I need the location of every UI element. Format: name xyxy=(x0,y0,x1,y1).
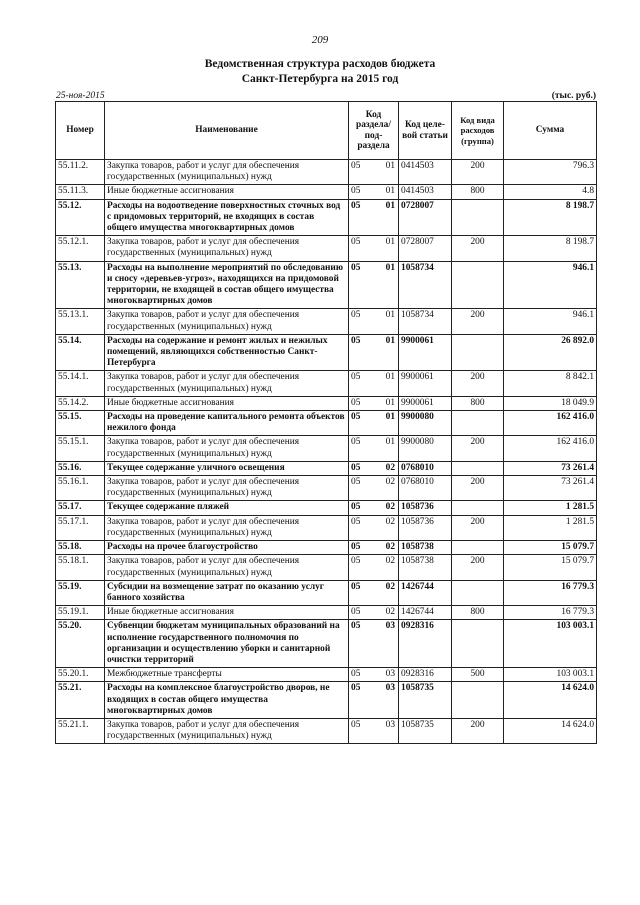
subsection-code: 01 xyxy=(385,335,395,346)
row-name: Субвенции бюджетам муниципальных образований на исполнение государственного полномочия по организации и осуществлению уборки и санитарной очистки территорий xyxy=(105,620,349,668)
row-sum: 14 624.0 xyxy=(504,718,597,743)
row-target-code: 9900061 xyxy=(399,371,452,396)
row-name: Закупка товаров, работ и услуг для обеспечения государственных (муниципальных) нужд xyxy=(105,436,349,461)
row-sum: 14 624.0 xyxy=(504,682,597,719)
subsection-code: 02 xyxy=(385,502,395,513)
row-target-code: 1058736 xyxy=(399,501,452,515)
section-code: 05 xyxy=(351,462,361,473)
row-expense-type xyxy=(452,682,504,719)
section-code: 05 xyxy=(351,516,361,527)
row-number: 55.20. xyxy=(56,620,105,668)
row-name: Закупка товаров, работ и услуг для обеспечения государственных (муниципальных) нужд xyxy=(105,309,349,334)
row-sum: 16 779.3 xyxy=(504,606,597,620)
row-target-code: 1058738 xyxy=(399,541,452,555)
row-section-code xyxy=(349,668,399,682)
table-row xyxy=(56,682,597,719)
row-sum: 73 261.4 xyxy=(504,476,597,501)
row-target-code: 0728007 xyxy=(399,236,452,261)
row-expense-type: 200 xyxy=(452,160,504,185)
row-expense-type: 200 xyxy=(452,436,504,461)
row-target-code: 0768010 xyxy=(399,461,452,475)
row-name: Текущее содержание пляжей xyxy=(105,501,349,515)
row-name: Закупка товаров, работ и услуг для обеспечения государственных (муниципальных) нужд xyxy=(105,236,349,261)
section-code: 05 xyxy=(351,607,361,618)
row-sum: 946.1 xyxy=(504,261,597,309)
subsection-code: 03 xyxy=(385,669,395,680)
page-number: 209 xyxy=(311,34,329,46)
row-target-code: 0414503 xyxy=(399,185,452,199)
subsection-code: 01 xyxy=(385,372,395,383)
row-expense-type xyxy=(452,261,504,309)
row-target-code: 0768010 xyxy=(399,476,452,501)
row-name: Расходы на проведение капитального ремонта объектов нежилого фонда xyxy=(105,411,349,436)
subsection-code: 01 xyxy=(385,262,395,273)
row-section-code xyxy=(349,371,399,396)
row-target-code: 0928316 xyxy=(399,668,452,682)
table-row xyxy=(56,606,597,620)
row-sum: 16 779.3 xyxy=(504,580,597,605)
section-code: 05 xyxy=(351,683,361,694)
subsection-code: 01 xyxy=(385,186,395,197)
row-section-code xyxy=(349,718,399,743)
row-number: 55.19. xyxy=(56,580,105,605)
row-number: 55.11.2. xyxy=(56,160,105,185)
row-section-code xyxy=(349,461,399,475)
row-section-code xyxy=(349,396,399,410)
row-number: 55.12. xyxy=(56,199,105,236)
row-name: Расходы на содержание и ремонт жилых и нежилых помещений, являющихся собственностью Санкт-Петербурга xyxy=(105,334,349,371)
section-code: 05 xyxy=(351,372,361,383)
header-expense-type: Код вида расходов (группа) xyxy=(452,102,504,160)
row-name: Текущее содержание уличного освещения xyxy=(105,461,349,475)
row-name: Расходы на комплексное благоустройство дворов, не входящих в состав общего имущества многоквартирных домов xyxy=(105,682,349,719)
subsection-code: 01 xyxy=(385,200,395,211)
section-code: 05 xyxy=(351,200,361,211)
subsection-code: 01 xyxy=(385,310,395,321)
subsection-code: 02 xyxy=(385,542,395,553)
row-name: Расходы на водоотведение поверхностных сточных вод с придомовых территорий, не входящих в состав общего имущества многоквартирных домов xyxy=(105,199,349,236)
row-section-code xyxy=(349,185,399,199)
row-section-code xyxy=(349,160,399,185)
header-number: Номер xyxy=(56,102,105,160)
row-number: 55.21. xyxy=(56,682,105,719)
row-name: Иные бюджетные ассигнования xyxy=(105,396,349,410)
row-name: Межбюджетные трансферты xyxy=(105,668,349,682)
table-row xyxy=(56,555,597,580)
row-number: 55.11.3. xyxy=(56,185,105,199)
header-sum: Сумма xyxy=(504,102,597,160)
row-target-code: 1058736 xyxy=(399,515,452,540)
row-expense-type: 200 xyxy=(452,309,504,334)
row-expense-type xyxy=(452,461,504,475)
subsection-code: 02 xyxy=(385,556,395,567)
row-name: Закупка товаров, работ и услуг для обеспечения государственных (муниципальных) нужд xyxy=(105,371,349,396)
section-code: 05 xyxy=(351,310,361,321)
table-row xyxy=(56,718,597,743)
row-name: Закупка товаров, работ и услуг для обеспечения государственных (муниципальных) нужд xyxy=(105,555,349,580)
row-number: 55.21.1. xyxy=(56,718,105,743)
row-number: 55.13. xyxy=(56,261,105,309)
section-code: 05 xyxy=(351,581,361,592)
row-name: Иные бюджетные ассигнования xyxy=(105,185,349,199)
table-row xyxy=(56,185,597,199)
subsection-code: 02 xyxy=(385,581,395,592)
row-section-code xyxy=(349,541,399,555)
row-expense-type xyxy=(452,620,504,668)
row-target-code: 9900061 xyxy=(399,334,452,371)
row-section-code xyxy=(349,682,399,719)
table-row xyxy=(56,580,597,605)
section-code: 05 xyxy=(351,412,361,423)
section-code: 05 xyxy=(351,237,361,248)
subsection-code: 02 xyxy=(385,516,395,527)
subsection-code: 02 xyxy=(385,607,395,618)
row-sum: 18 049.9 xyxy=(504,396,597,410)
row-section-code xyxy=(349,334,399,371)
row-section-code xyxy=(349,236,399,261)
row-number: 55.14.1. xyxy=(56,371,105,396)
row-number: 55.17. xyxy=(56,501,105,515)
row-number: 55.18.1. xyxy=(56,555,105,580)
row-name: Закупка товаров, работ и услуг для обеспечения государственных (муниципальных) нужд xyxy=(105,515,349,540)
section-code: 05 xyxy=(351,262,361,273)
table-row xyxy=(56,371,597,396)
row-expense-type: 200 xyxy=(452,236,504,261)
row-name: Закупка товаров, работ и услуг для обеспечения государственных (муниципальных) нужд xyxy=(105,476,349,501)
row-target-code: 9900080 xyxy=(399,436,452,461)
row-target-code: 1058735 xyxy=(399,682,452,719)
row-sum: 103 003.1 xyxy=(504,620,597,668)
row-number: 55.14.2. xyxy=(56,396,105,410)
row-section-code xyxy=(349,606,399,620)
subsection-code: 03 xyxy=(385,719,395,730)
table-row xyxy=(56,436,597,461)
subsection-code: 02 xyxy=(385,462,395,473)
row-target-code: 1058738 xyxy=(399,555,452,580)
row-target-code: 1058735 xyxy=(399,718,452,743)
row-expense-type: 200 xyxy=(452,371,504,396)
table-row xyxy=(56,261,597,309)
row-number: 55.12.1. xyxy=(56,236,105,261)
subsection-code: 01 xyxy=(385,237,395,248)
row-sum: 1 281.5 xyxy=(504,515,597,540)
row-expense-type xyxy=(452,199,504,236)
row-target-code: 0728007 xyxy=(399,199,452,236)
row-number: 55.13.1. xyxy=(56,309,105,334)
row-expense-type: 200 xyxy=(452,718,504,743)
row-expense-type xyxy=(452,411,504,436)
section-code: 05 xyxy=(351,477,361,488)
row-section-code xyxy=(349,436,399,461)
row-sum: 15 079.7 xyxy=(504,555,597,580)
row-section-code xyxy=(349,199,399,236)
subsection-code: 03 xyxy=(385,621,395,632)
row-expense-type: 800 xyxy=(452,396,504,410)
row-name: Закупка товаров, работ и услуг для обеспечения государственных (муниципальных) нужд xyxy=(105,160,349,185)
row-expense-type: 800 xyxy=(452,606,504,620)
row-sum: 162 416.0 xyxy=(504,411,597,436)
row-target-code: 1058734 xyxy=(399,309,452,334)
units-label: (тыс. руб.) xyxy=(551,91,596,101)
row-section-code xyxy=(349,261,399,309)
row-target-code: 1426744 xyxy=(399,580,452,605)
table-row xyxy=(56,501,597,515)
section-code: 05 xyxy=(351,437,361,448)
row-number: 55.15. xyxy=(56,411,105,436)
section-code: 05 xyxy=(351,161,361,171)
row-sum: 8 842.1 xyxy=(504,371,597,396)
row-section-code xyxy=(349,515,399,540)
row-sum: 796.3 xyxy=(504,160,597,185)
row-sum: 103 003.1 xyxy=(504,668,597,682)
row-section-code xyxy=(349,501,399,515)
row-name: Иные бюджетные ассигнования xyxy=(105,606,349,620)
table-row xyxy=(56,620,597,668)
header-name: Наименование xyxy=(105,102,349,160)
row-section-code xyxy=(349,555,399,580)
header-target-code: Код целе- вой статьи xyxy=(399,102,452,160)
row-sum: 8 198.7 xyxy=(504,236,597,261)
row-sum: 26 892.0 xyxy=(504,334,597,371)
budget-table xyxy=(55,101,597,744)
row-name: Закупка товаров, работ и услуг для обеспечения государственных (муниципальных) нужд xyxy=(105,718,349,743)
section-code: 05 xyxy=(351,542,361,553)
row-number: 55.17.1. xyxy=(56,515,105,540)
table-row xyxy=(56,515,597,540)
row-expense-type: 500 xyxy=(452,668,504,682)
table-row xyxy=(56,334,597,371)
row-expense-type: 200 xyxy=(452,476,504,501)
row-target-code: 0928316 xyxy=(399,620,452,668)
row-expense-type xyxy=(452,501,504,515)
row-name: Субсидии на возмещение затрат по оказанию услуг банного хозяйства xyxy=(105,580,349,605)
row-sum: 73 261.4 xyxy=(504,461,597,475)
subsection-code: 01 xyxy=(385,412,395,423)
row-name: Расходы на выполнение мероприятий по обследованию и сносу «деревьев-угроз», находящихся на придомовой территории, не входящей в состав общего имущества многоквартирных домов xyxy=(105,261,349,309)
table-row xyxy=(56,160,597,185)
title-line-1: Ведомственная структура расходов бюджета xyxy=(204,58,436,70)
subsection-code: 02 xyxy=(385,477,395,488)
table-row xyxy=(56,476,597,501)
row-name: Расходы на прочее благоустройство xyxy=(105,541,349,555)
document-title xyxy=(0,57,640,87)
row-section-code xyxy=(349,309,399,334)
subsection-code: 01 xyxy=(385,437,395,448)
section-code: 05 xyxy=(351,186,361,197)
row-sum: 15 079.7 xyxy=(504,541,597,555)
row-target-code: 1058734 xyxy=(399,261,452,309)
row-sum: 162 416.0 xyxy=(504,436,597,461)
table-row xyxy=(56,309,597,334)
table-row xyxy=(56,396,597,410)
subsection-code: 03 xyxy=(385,683,395,694)
subsection-code: 01 xyxy=(385,397,395,408)
title-line-2: Санкт-Петербурга на 2015 год xyxy=(241,73,399,85)
row-number: 55.14. xyxy=(56,334,105,371)
section-code: 05 xyxy=(351,669,361,680)
table-row xyxy=(56,461,597,475)
row-number: 55.20.1. xyxy=(56,668,105,682)
row-sum: 4.8 xyxy=(504,185,597,199)
table-row xyxy=(56,199,597,236)
row-number: 55.19.1. xyxy=(56,606,105,620)
row-number: 55.16. xyxy=(56,461,105,475)
table-row xyxy=(56,668,597,682)
table-row xyxy=(56,411,597,436)
section-code: 05 xyxy=(351,621,361,632)
row-sum: 8 198.7 xyxy=(504,199,597,236)
row-expense-type: 200 xyxy=(452,515,504,540)
row-number: 55.15.1. xyxy=(56,436,105,461)
row-expense-type xyxy=(452,334,504,371)
row-number: 55.16.1. xyxy=(56,476,105,501)
row-target-code: 9900080 xyxy=(399,411,452,436)
row-target-code: 0414503 xyxy=(399,160,452,185)
row-section-code xyxy=(349,476,399,501)
table-row xyxy=(56,541,597,555)
document-date: 25-ноя-2015 xyxy=(56,91,105,101)
section-code: 05 xyxy=(351,397,361,408)
row-sum: 1 281.5 xyxy=(504,501,597,515)
section-code: 05 xyxy=(351,335,361,346)
section-code: 05 xyxy=(351,502,361,513)
row-target-code: 1426744 xyxy=(399,606,452,620)
row-section-code xyxy=(349,411,399,436)
row-expense-type xyxy=(452,541,504,555)
subsection-code: 01 xyxy=(385,161,395,171)
row-expense-type: 200 xyxy=(452,555,504,580)
header-section-code: Код раздела/ под- раздела xyxy=(349,102,399,160)
row-expense-type: 800 xyxy=(452,185,504,199)
row-section-code xyxy=(349,580,399,605)
row-section-code xyxy=(349,620,399,668)
section-code: 05 xyxy=(351,556,361,567)
row-expense-type xyxy=(452,580,504,605)
row-target-code: 9900061 xyxy=(399,396,452,410)
row-sum: 946.1 xyxy=(504,309,597,334)
section-code: 05 xyxy=(351,719,361,730)
row-number: 55.18. xyxy=(56,541,105,555)
table-row xyxy=(56,236,597,261)
